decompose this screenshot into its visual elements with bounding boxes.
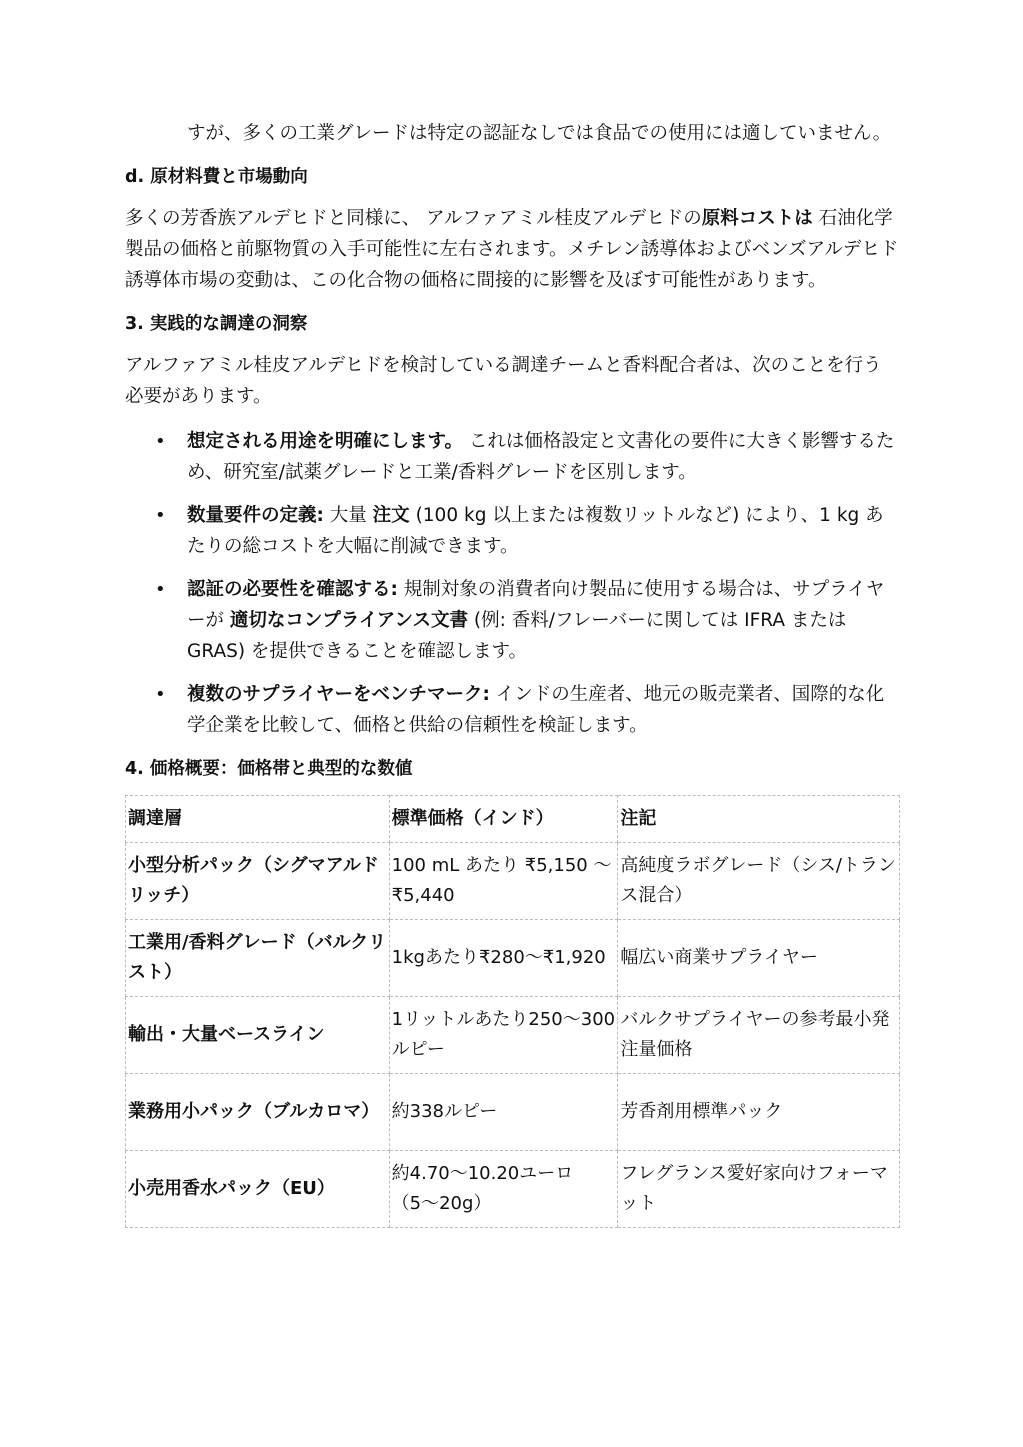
table-cell: 小型分析パック（シグマアルドリッチ） (126, 843, 390, 920)
column-header: 標準価格（インド） (389, 796, 618, 843)
table-cell: 小売用香水パック（EU） (126, 1151, 390, 1228)
table-cell: 高純度ラボグレード（シス/トランス混合） (618, 843, 900, 920)
text-run: これは価格設定と文書化の要件に大きく影響するため、研究室/試薬グレードと工業/香料グレードを区別します。 (187, 431, 895, 483)
text-run: 多くの芳香族アルデヒドと同様に、 アルファアミル桂皮アルデヒドの (125, 208, 702, 229)
bold-run: 数量要件の定義: (187, 505, 324, 526)
bullet-icon: • (155, 684, 166, 705)
text-run: インドの生産者、地元の販売業者、国際的な化学企業を比較して、価格と供給の信頼性を検証します。 (187, 684, 885, 736)
bold-run: 認証の必要性を確認する: (187, 579, 398, 600)
section-3-intro: アルファアミル桂皮アルデヒドを検討している調達チームと香料配合者は、次のことを行う必要があります。 (125, 355, 882, 407)
table-cell: 約4.70〜10.20ユーロ（5〜20g） (389, 1151, 618, 1228)
bold-run: 適切なコンプライアンス文書 (229, 610, 468, 631)
table-cell: 輸出・大量ベースライン (126, 997, 390, 1074)
table-cell: バルクサプライヤーの参考最小発注量価格 (618, 997, 900, 1074)
table-row (126, 1074, 900, 1151)
section-3-heading: 3. 実践的な調達の洞察 (125, 314, 308, 334)
text-run: 規制対象の消費者向け製品に使用する場合は、サプライヤーが (187, 579, 885, 631)
table-cell: 工業用/香料グレード（バルクリスト） (126, 920, 390, 997)
price-table (125, 795, 900, 1228)
list-item (125, 574, 900, 667)
table-cell: フレグランス愛好家向けフォーマット (618, 1151, 900, 1228)
column-header: 調達層 (126, 796, 390, 843)
text-run: (例: 香料/フレーバーに関しては IFRA または GRAS) を提供できることを確認します。 (187, 610, 847, 662)
table-cell: 1リットルあたり250〜300ルピー (389, 997, 618, 1074)
table-header-row (126, 796, 900, 843)
bullet-icon: • (155, 431, 166, 452)
bold-run: 想定される用途を明確にします。 (187, 431, 464, 452)
text-run: (100 kg 以上または複数リットルなど) により、1 kg あたりの総コストを大幅に削減できます。 (187, 505, 884, 557)
list-item (125, 426, 900, 488)
bold-run: 原料コストは (701, 208, 813, 229)
section-4-heading: 4. 価格概要：価格帯と典型的な数値 (125, 759, 413, 779)
bullet-icon: • (155, 505, 166, 526)
bullet-icon: • (155, 579, 166, 600)
table-cell: 業務用小パック（ブルカロマ） (126, 1074, 390, 1151)
table-cell: 幅広い商業サプライヤー (618, 920, 900, 997)
list-item (125, 679, 900, 741)
table-cell: 芳香剤用標準パック (618, 1074, 900, 1151)
table-row (126, 997, 900, 1074)
section-d-heading: d. 原材料費と市場動向 (125, 167, 308, 187)
insights-list (125, 426, 900, 741)
table-cell: 100 mL あたり ₹5,150 〜 ₹5,440 (389, 843, 618, 920)
table-row (126, 920, 900, 997)
table-cell: 1kgあたり₹280〜₹1,920 (389, 920, 618, 997)
bold-run: 注文 (372, 505, 410, 526)
continuation-text: すが、多くの工業グレードは特定の認証なしでは食品での使用には適していません。 (187, 123, 892, 144)
table-cell: 約338ルピー (389, 1074, 618, 1151)
column-header: 注記 (618, 796, 900, 843)
document-page (125, 118, 900, 1228)
list-item (125, 500, 900, 562)
section-d-paragraph (125, 203, 900, 296)
table-row (126, 1151, 900, 1228)
table-row (126, 843, 900, 920)
text-run: 石油化学製品の価格と前駆物質の入手可能性に左右されます。メチレン誘導体およびベンズアルデヒド誘導体市場の変動は、この化合物の価格に間接的に影響を及ぼす可能性があります。 (125, 208, 899, 291)
bold-run: 複数のサプライヤーをベンチマーク: (187, 684, 490, 705)
text-run: 大量 (323, 505, 373, 526)
